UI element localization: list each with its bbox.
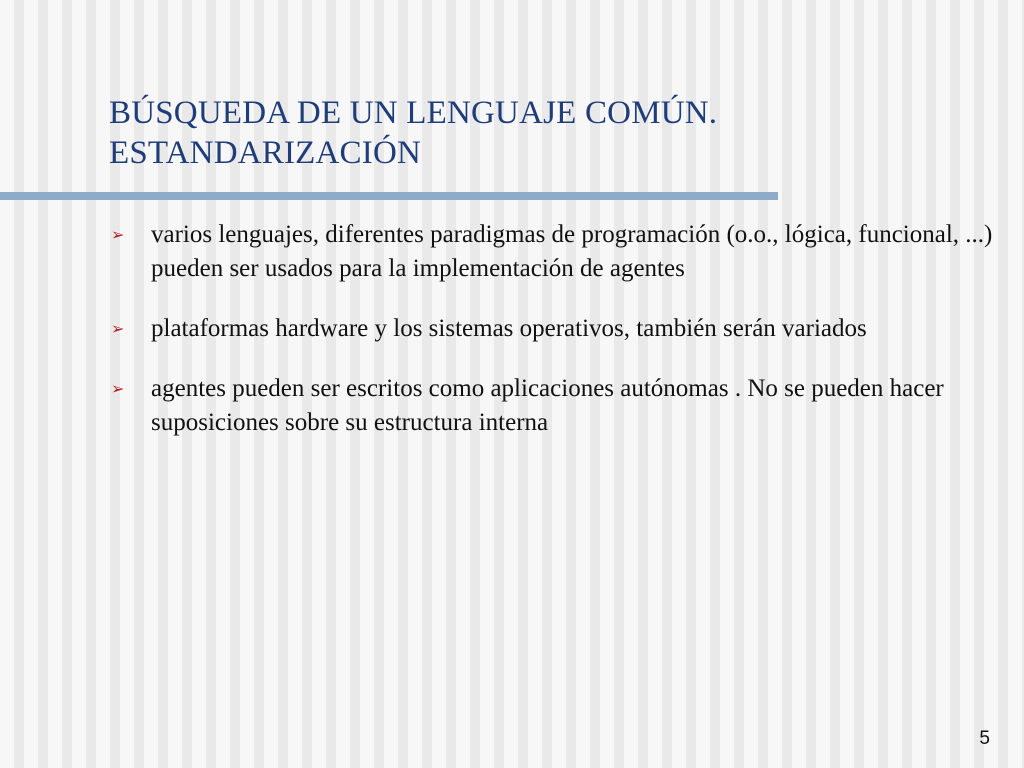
bullet-text-1: varios lenguajes, diferentes paradigmas de programación (o.o., lógica, funcional, ...) pueden ser usados para la implementación de agentes — [151, 221, 993, 282]
bullet-text-2: plataformas hardware y los sistemas operativos, también serán variados — [151, 315, 867, 342]
chevron-right-icon: ➢ — [111, 225, 125, 244]
bullet-item-1 — [110, 218, 1000, 286]
slide-title-line-1: BÚSQUEDA DE UN LENGUAJE COMÚN. — [109, 95, 718, 131]
title-divider — [0, 192, 778, 200]
bullet-item-2 — [110, 312, 1000, 346]
chevron-right-icon: ➢ — [111, 319, 125, 338]
bullet-item-3 — [110, 372, 1000, 440]
page-number: 5 — [979, 728, 990, 749]
slide-title — [109, 93, 829, 173]
chevron-right-icon: ➢ — [111, 379, 125, 398]
slide-title-line-2: ESTANDARIZACIÓN — [109, 135, 422, 171]
bullet-list — [110, 218, 1000, 466]
bullet-text-3: agentes pueden ser escritos como aplicaciones autónomas . No se pueden hacer suposiciones sobre su estructura interna — [151, 375, 944, 436]
